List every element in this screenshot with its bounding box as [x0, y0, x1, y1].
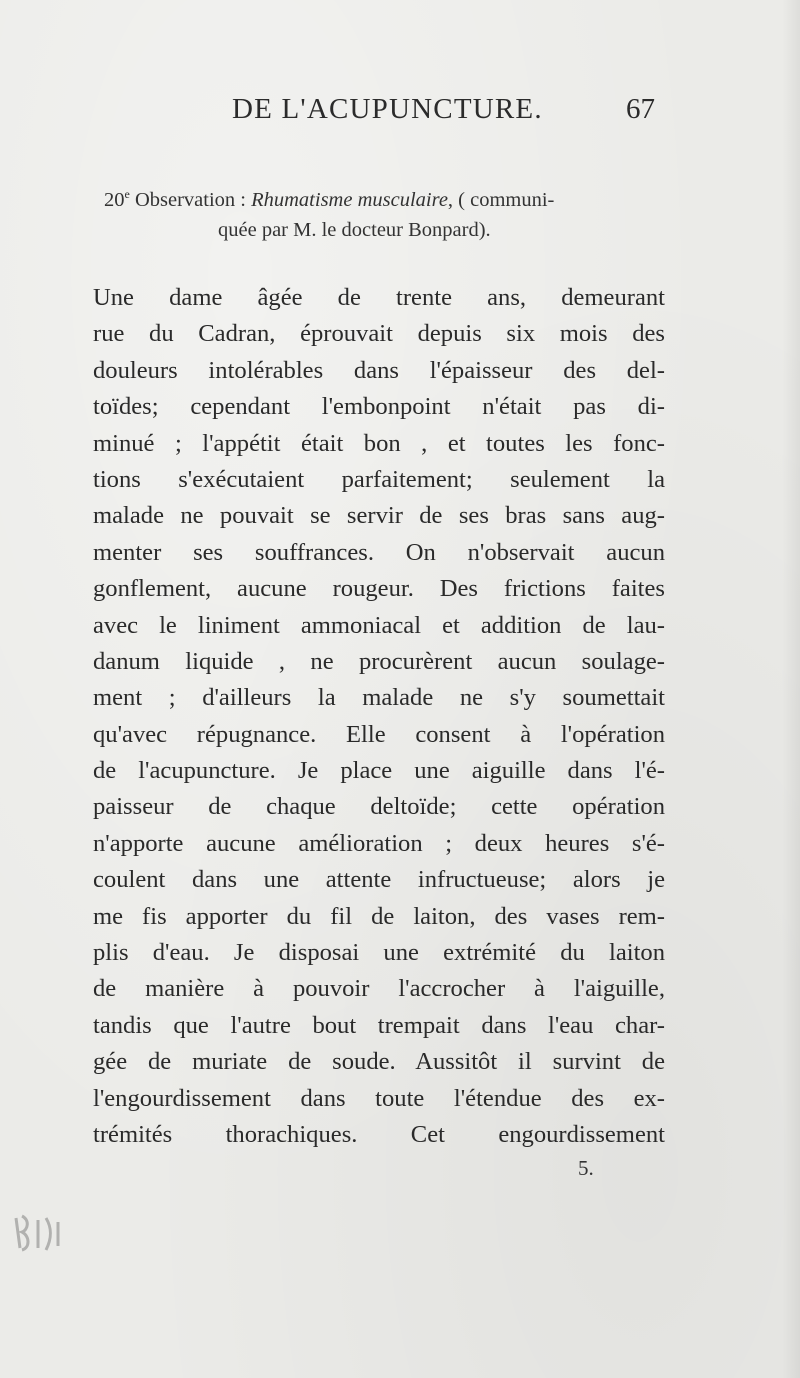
- body-line: rue du Cadran, éprouvait depuis six mois des: [93, 320, 665, 348]
- observation-line1-tail: , ( communi-: [447, 189, 555, 211]
- body-line: ment ; d'ailleurs la malade ne s'y soumettait: [93, 684, 665, 712]
- body-line: trémités thorachiques. Cet engourdissement: [93, 1120, 665, 1148]
- body-line: coulent dans une attente infructueuse; alors je: [93, 866, 665, 894]
- body-line: tandis que l'autre bout trempait dans l'eau char-: [93, 1011, 665, 1039]
- body-line: menter ses souffrances. On n'observait aucun: [93, 538, 665, 566]
- signature-mark: 5.: [578, 1156, 594, 1180]
- body-line: gonflement, aucune rougeur. Des frictions faites: [93, 575, 665, 603]
- body-line: avec le liniment ammoniacal et addition de lau-: [93, 611, 665, 639]
- observation-label: Observation :: [134, 189, 246, 211]
- body-line: l'engourdissement dans toute l'étendue des ex-: [93, 1084, 665, 1112]
- observation-number: 20: [104, 189, 125, 211]
- body-line: n'apporte aucune amélioration ; deux heures s'é-: [93, 829, 665, 857]
- body-line: qu'avec répugnance. Elle consent à l'opération: [93, 720, 665, 748]
- page-header: [0, 93, 800, 133]
- page-number: 67: [626, 93, 655, 125]
- page-edge-shadow: [782, 0, 800, 1378]
- body-line: malade ne pouvait se servir de ses bras sans aug-: [93, 502, 665, 530]
- body-line: douleurs intolérables dans l'épaisseur des del-: [93, 356, 665, 384]
- running-title: DE L'ACUPUNCTURE.: [232, 93, 543, 125]
- library-stamp-mark: [8, 1208, 68, 1258]
- body-line: Une dame âgée de trente ans, demeurant: [93, 284, 665, 311]
- body-line: plis d'eau. Je disposai une extrémité du laiton: [93, 939, 665, 967]
- observation-heading-line-2: quée par M. le docteur Bonpard).: [218, 219, 491, 241]
- body-line: paisseur de chaque deltoïde; cette opération: [93, 793, 665, 821]
- body-line: de manière à pouvoir l'accrocher à l'aiguille,: [93, 975, 665, 1003]
- body-line: danum liquide , ne procurèrent aucun soulage-: [93, 647, 665, 675]
- body-paragraph: [93, 280, 665, 1153]
- body-line: toïdes; cependant l'embonpoint n'était pas di-: [93, 393, 665, 421]
- observation-number-suffix: e: [124, 187, 130, 201]
- body-line: de l'acupuncture. Je place une aiguille dans l'é-: [93, 757, 665, 785]
- observation-title: Rhumatisme musculaire: [251, 189, 448, 211]
- body-line: tions s'exécutaient parfaitement; seulement la: [93, 465, 665, 493]
- body-line: me fis apporter du fil de laiton, des vases rem-: [93, 902, 665, 930]
- body-line: minué ; l'appétit était bon , et toutes les fonc-: [93, 429, 665, 457]
- body-line: gée de muriate de soude. Aussitôt il survint de: [93, 1048, 665, 1076]
